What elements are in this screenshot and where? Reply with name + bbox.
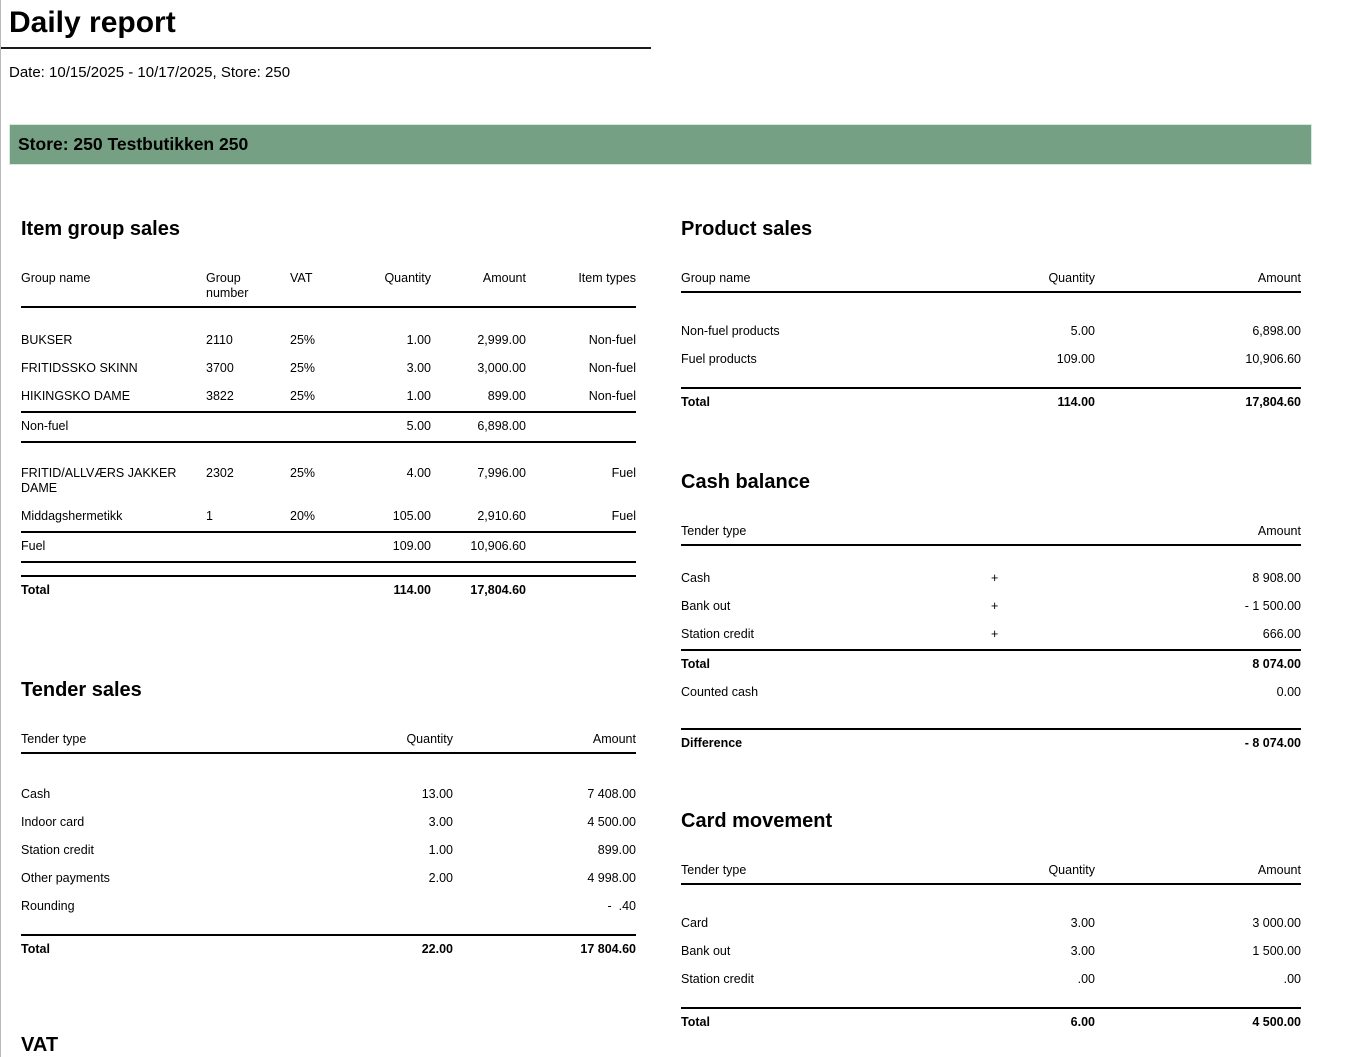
col-header-tender-type: Tender type <box>681 863 931 884</box>
col-header-group-number-text: Group number <box>206 271 249 300</box>
cell-amount: 10,906.60 <box>1245 352 1301 366</box>
cell-vat: 25% <box>290 389 316 403</box>
table-row <box>21 893 636 921</box>
table-row <box>21 327 636 355</box>
col-header-vat: VAT <box>290 271 346 307</box>
table-row <box>681 938 1301 966</box>
cell-amount: 17,804.60 <box>1095 388 1301 417</box>
table-header-row <box>681 863 1301 884</box>
cell-group-number: 3700 <box>206 361 234 375</box>
spacer-cell <box>21 921 636 935</box>
col-header-tender-type: Tender type <box>21 732 271 753</box>
spacer-cell <box>681 374 1301 388</box>
spacer-cell <box>21 753 636 781</box>
cell-amount: 666.00 <box>1262 627 1301 641</box>
cell-quantity: 4.00 <box>406 466 431 480</box>
cell-quantity: 109.00 <box>1056 352 1095 366</box>
cell-amount: 899.00 <box>597 843 636 857</box>
cell-item-type: Non-fuel <box>588 361 636 375</box>
cell-quantity: .00 <box>1077 972 1095 986</box>
cell-operator <box>991 650 1053 679</box>
col-header-quantity: Quantity <box>271 732 453 753</box>
total-row <box>21 935 636 964</box>
cell-group-number: 1 <box>206 509 213 523</box>
cell-tender-type: Indoor card <box>21 815 85 829</box>
cell-operator: + <box>991 599 999 613</box>
col-header-amount: Amount <box>1095 863 1301 884</box>
total-row <box>681 1008 1301 1037</box>
spacer-row <box>681 707 1301 729</box>
cell-group-name: Non-fuel products <box>681 324 780 338</box>
cell-group-number <box>206 412 290 442</box>
difference-row <box>681 729 1301 758</box>
table-row <box>681 910 1301 938</box>
cell-group-name: Middagshermetikk <box>21 509 123 523</box>
table-row <box>681 593 1301 621</box>
cell-tender-type: Cash <box>681 571 711 585</box>
spacer-cell <box>21 562 636 576</box>
cell-amount: 17 804.60 <box>453 935 636 964</box>
cell-quantity: 109.00 <box>346 532 431 562</box>
cell-tender-type: Cash <box>21 787 51 801</box>
cell-tender-type: Counted cash <box>681 685 759 699</box>
spacer-row <box>21 562 636 576</box>
spacer-cell <box>21 307 636 327</box>
cell-group-name: Total <box>21 576 206 605</box>
table-row <box>681 621 1301 650</box>
page-title: Daily report <box>9 6 176 39</box>
cell-group-name: Fuel <box>21 532 206 562</box>
table-row <box>681 565 1301 593</box>
spacer-cell <box>681 884 1301 910</box>
cell-group-name: BUKSER <box>21 333 73 347</box>
cell-operator <box>991 679 1053 707</box>
cell-amount: 4 500.00 <box>1095 1008 1301 1037</box>
cell-amount: 2,999.00 <box>477 333 526 347</box>
cell-amount: 10,906.60 <box>431 532 526 562</box>
total-row <box>681 388 1301 417</box>
table-row <box>681 346 1301 374</box>
counted-cash-row <box>681 679 1301 707</box>
cell-quantity: 6.00 <box>931 1008 1095 1037</box>
cell-quantity: 5.00 <box>346 412 431 442</box>
table-row <box>21 781 636 809</box>
cell-tender-type: Total <box>21 935 271 964</box>
cell-quantity: 1.00 <box>406 333 431 347</box>
col-header-group-number <box>206 271 290 307</box>
spacer-row <box>21 921 636 935</box>
cell-quantity: 1.00 <box>428 843 453 857</box>
total-row <box>21 576 636 605</box>
cell-tender-type: Rounding <box>21 899 75 913</box>
cell-amount: 3,000.00 <box>477 361 526 375</box>
cell-tender-type: Station credit <box>681 972 754 986</box>
cell-tender-type: Difference <box>681 729 991 758</box>
title-divider <box>1 47 651 49</box>
section-title-item-group-sales: Item group sales <box>21 218 180 240</box>
col-header-amount: Amount <box>453 732 636 753</box>
product-sales-table <box>681 271 1301 417</box>
cell-amount: 4 998.00 <box>587 871 636 885</box>
spacer-row <box>681 884 1301 910</box>
section-title-cash-balance: Cash balance <box>681 471 810 493</box>
cell-item-type <box>526 412 636 442</box>
cell-quantity: 2.00 <box>428 871 453 885</box>
cell-quantity: 114.00 <box>931 388 1095 417</box>
col-header-amount: Amount <box>1053 524 1301 545</box>
cell-group-number: 2302 <box>206 466 234 480</box>
cell-tender-type: Station credit <box>21 843 94 857</box>
col-header-group-name: Group name <box>681 271 931 292</box>
cell-vat: 20% <box>290 509 316 523</box>
cell-quantity: 3.00 <box>1070 944 1095 958</box>
left-column <box>21 218 636 1057</box>
cell-item-type <box>526 576 636 605</box>
spacer-row <box>21 442 636 460</box>
cell-group-name: HIKINGSKO DAME <box>21 389 131 403</box>
cell-vat <box>290 532 346 562</box>
cell-quantity: 114.00 <box>346 576 431 605</box>
col-header-item-types: Item types <box>526 271 636 307</box>
spacer-row <box>681 545 1301 565</box>
cell-amount: 8 908.00 <box>1252 571 1301 585</box>
cell-group-name: FRITIDSSKO SKINN <box>21 361 138 375</box>
section-title-card-movement: Card movement <box>681 810 833 832</box>
cell-amount: 7 408.00 <box>587 787 636 801</box>
table-row <box>21 460 636 503</box>
table-header-row <box>21 732 636 753</box>
cell-tender-type: Card <box>681 916 709 930</box>
cell-group-name-text: FRITID/ALLVÆRS JAKKER DAME <box>21 466 177 495</box>
col-header-operator <box>991 524 1053 545</box>
cell-operator <box>991 729 1053 758</box>
card-movement-table <box>681 863 1301 1037</box>
spacer-row <box>21 753 636 781</box>
col-header-group-name: Group name <box>21 271 206 307</box>
spacer-cell <box>21 442 636 460</box>
table-row <box>21 383 636 412</box>
right-column <box>681 218 1301 1037</box>
item-group-sales-table <box>21 271 636 605</box>
cell-tender-type: Station credit <box>681 627 754 641</box>
cell-item-type: Non-fuel <box>588 333 636 347</box>
col-header-amount: Amount <box>1095 271 1301 292</box>
cell-quantity: 22.00 <box>271 935 453 964</box>
table-row <box>21 503 636 532</box>
table-row <box>21 837 636 865</box>
cell-vat: 25% <box>290 333 316 347</box>
cell-vat <box>290 412 346 442</box>
cash-balance-table <box>681 524 1301 758</box>
cell-amount: 1 500.00 <box>1252 944 1301 958</box>
col-header-tender-type: Tender type <box>681 524 991 545</box>
cell-quantity: 105.00 <box>392 509 431 523</box>
cell-group-name: Total <box>681 388 931 417</box>
table-row <box>681 966 1301 994</box>
cell-group-number <box>206 576 290 605</box>
cell-vat: 25% <box>290 361 316 375</box>
cell-group-number: 3822 <box>206 389 234 403</box>
cell-item-type <box>526 532 636 562</box>
cell-quantity: 3.00 <box>1070 916 1095 930</box>
cell-amount: .00 <box>1283 972 1301 986</box>
cell-vat: 25% <box>290 466 316 480</box>
table-row <box>681 318 1301 346</box>
cell-amount: 7,996.00 <box>477 466 526 480</box>
cell-group-name: Non-fuel <box>21 412 206 442</box>
section-title-tender-sales: Tender sales <box>21 679 142 701</box>
cell-amount: 3 000.00 <box>1252 916 1301 930</box>
cell-item-type: Fuel <box>611 509 636 523</box>
cell-amount: - 8 074.00 <box>1053 729 1301 758</box>
total-row <box>681 650 1301 679</box>
spacer-row <box>681 994 1301 1008</box>
cell-group-number: 2110 <box>206 333 233 347</box>
cell-group-name <box>21 460 206 503</box>
table-header-row <box>681 271 1301 292</box>
col-header-quantity: Quantity <box>931 271 1095 292</box>
cell-group-name: Fuel products <box>681 352 757 366</box>
cell-vat <box>290 576 346 605</box>
spacer-cell <box>681 292 1301 318</box>
table-header-row <box>21 271 636 307</box>
store-banner: Store: 250 Testbutikken 250 <box>9 124 1312 165</box>
cell-quantity <box>271 893 453 921</box>
spacer-row <box>681 292 1301 318</box>
table-header-row <box>681 524 1301 545</box>
cell-amount: 17,804.60 <box>431 576 526 605</box>
spacer-row <box>21 307 636 327</box>
cell-tender-type: Total <box>681 1008 931 1037</box>
cell-group-number <box>206 532 290 562</box>
table-row <box>21 355 636 383</box>
cell-amount: 4 500.00 <box>587 815 636 829</box>
cell-quantity: 3.00 <box>406 361 431 375</box>
cell-amount: - 1 500.00 <box>1244 599 1301 613</box>
date-range-line: Date: 10/15/2025 - 10/17/2025, Store: 250 <box>9 64 291 81</box>
cell-operator: + <box>991 627 999 641</box>
cell-amount: 6,898.00 <box>431 412 526 442</box>
cell-item-type: Non-fuel <box>588 389 636 403</box>
spacer-cell <box>681 545 1301 565</box>
cell-tender-type: Total <box>681 650 991 679</box>
cell-amount: 899.00 <box>487 389 526 403</box>
table-row <box>21 865 636 893</box>
cell-amount: - .40 <box>607 899 636 913</box>
cell-quantity: 1.00 <box>406 389 431 403</box>
cell-quantity: 5.00 <box>1070 324 1095 338</box>
cell-tender-type: Bank out <box>681 944 731 958</box>
cell-quantity: 3.00 <box>428 815 453 829</box>
section-title-product-sales: Product sales <box>681 218 813 240</box>
subtotal-row-nonfuel <box>21 412 636 442</box>
cell-quantity: 13.00 <box>421 787 453 801</box>
cell-amount: 0.00 <box>1276 685 1301 699</box>
cell-amount: 2,910.60 <box>477 509 526 523</box>
subtotal-row-fuel <box>21 532 636 562</box>
table-row <box>21 809 636 837</box>
spacer-cell <box>681 707 1301 729</box>
cell-tender-type: Bank out <box>681 599 731 613</box>
cell-amount: 6,898.00 <box>1252 324 1301 338</box>
col-header-quantity: Quantity <box>931 863 1095 884</box>
spacer-cell <box>681 994 1301 1008</box>
col-header-quantity: Quantity <box>346 271 431 307</box>
cell-operator: + <box>991 571 999 585</box>
cell-item-type: Fuel <box>611 466 636 480</box>
col-header-amount: Amount <box>431 271 526 307</box>
tender-sales-table <box>21 732 636 964</box>
cell-tender-type: Other payments <box>21 871 110 885</box>
cell-amount: 8 074.00 <box>1053 650 1301 679</box>
section-title-vat: VAT <box>21 1034 59 1056</box>
spacer-row <box>681 374 1301 388</box>
